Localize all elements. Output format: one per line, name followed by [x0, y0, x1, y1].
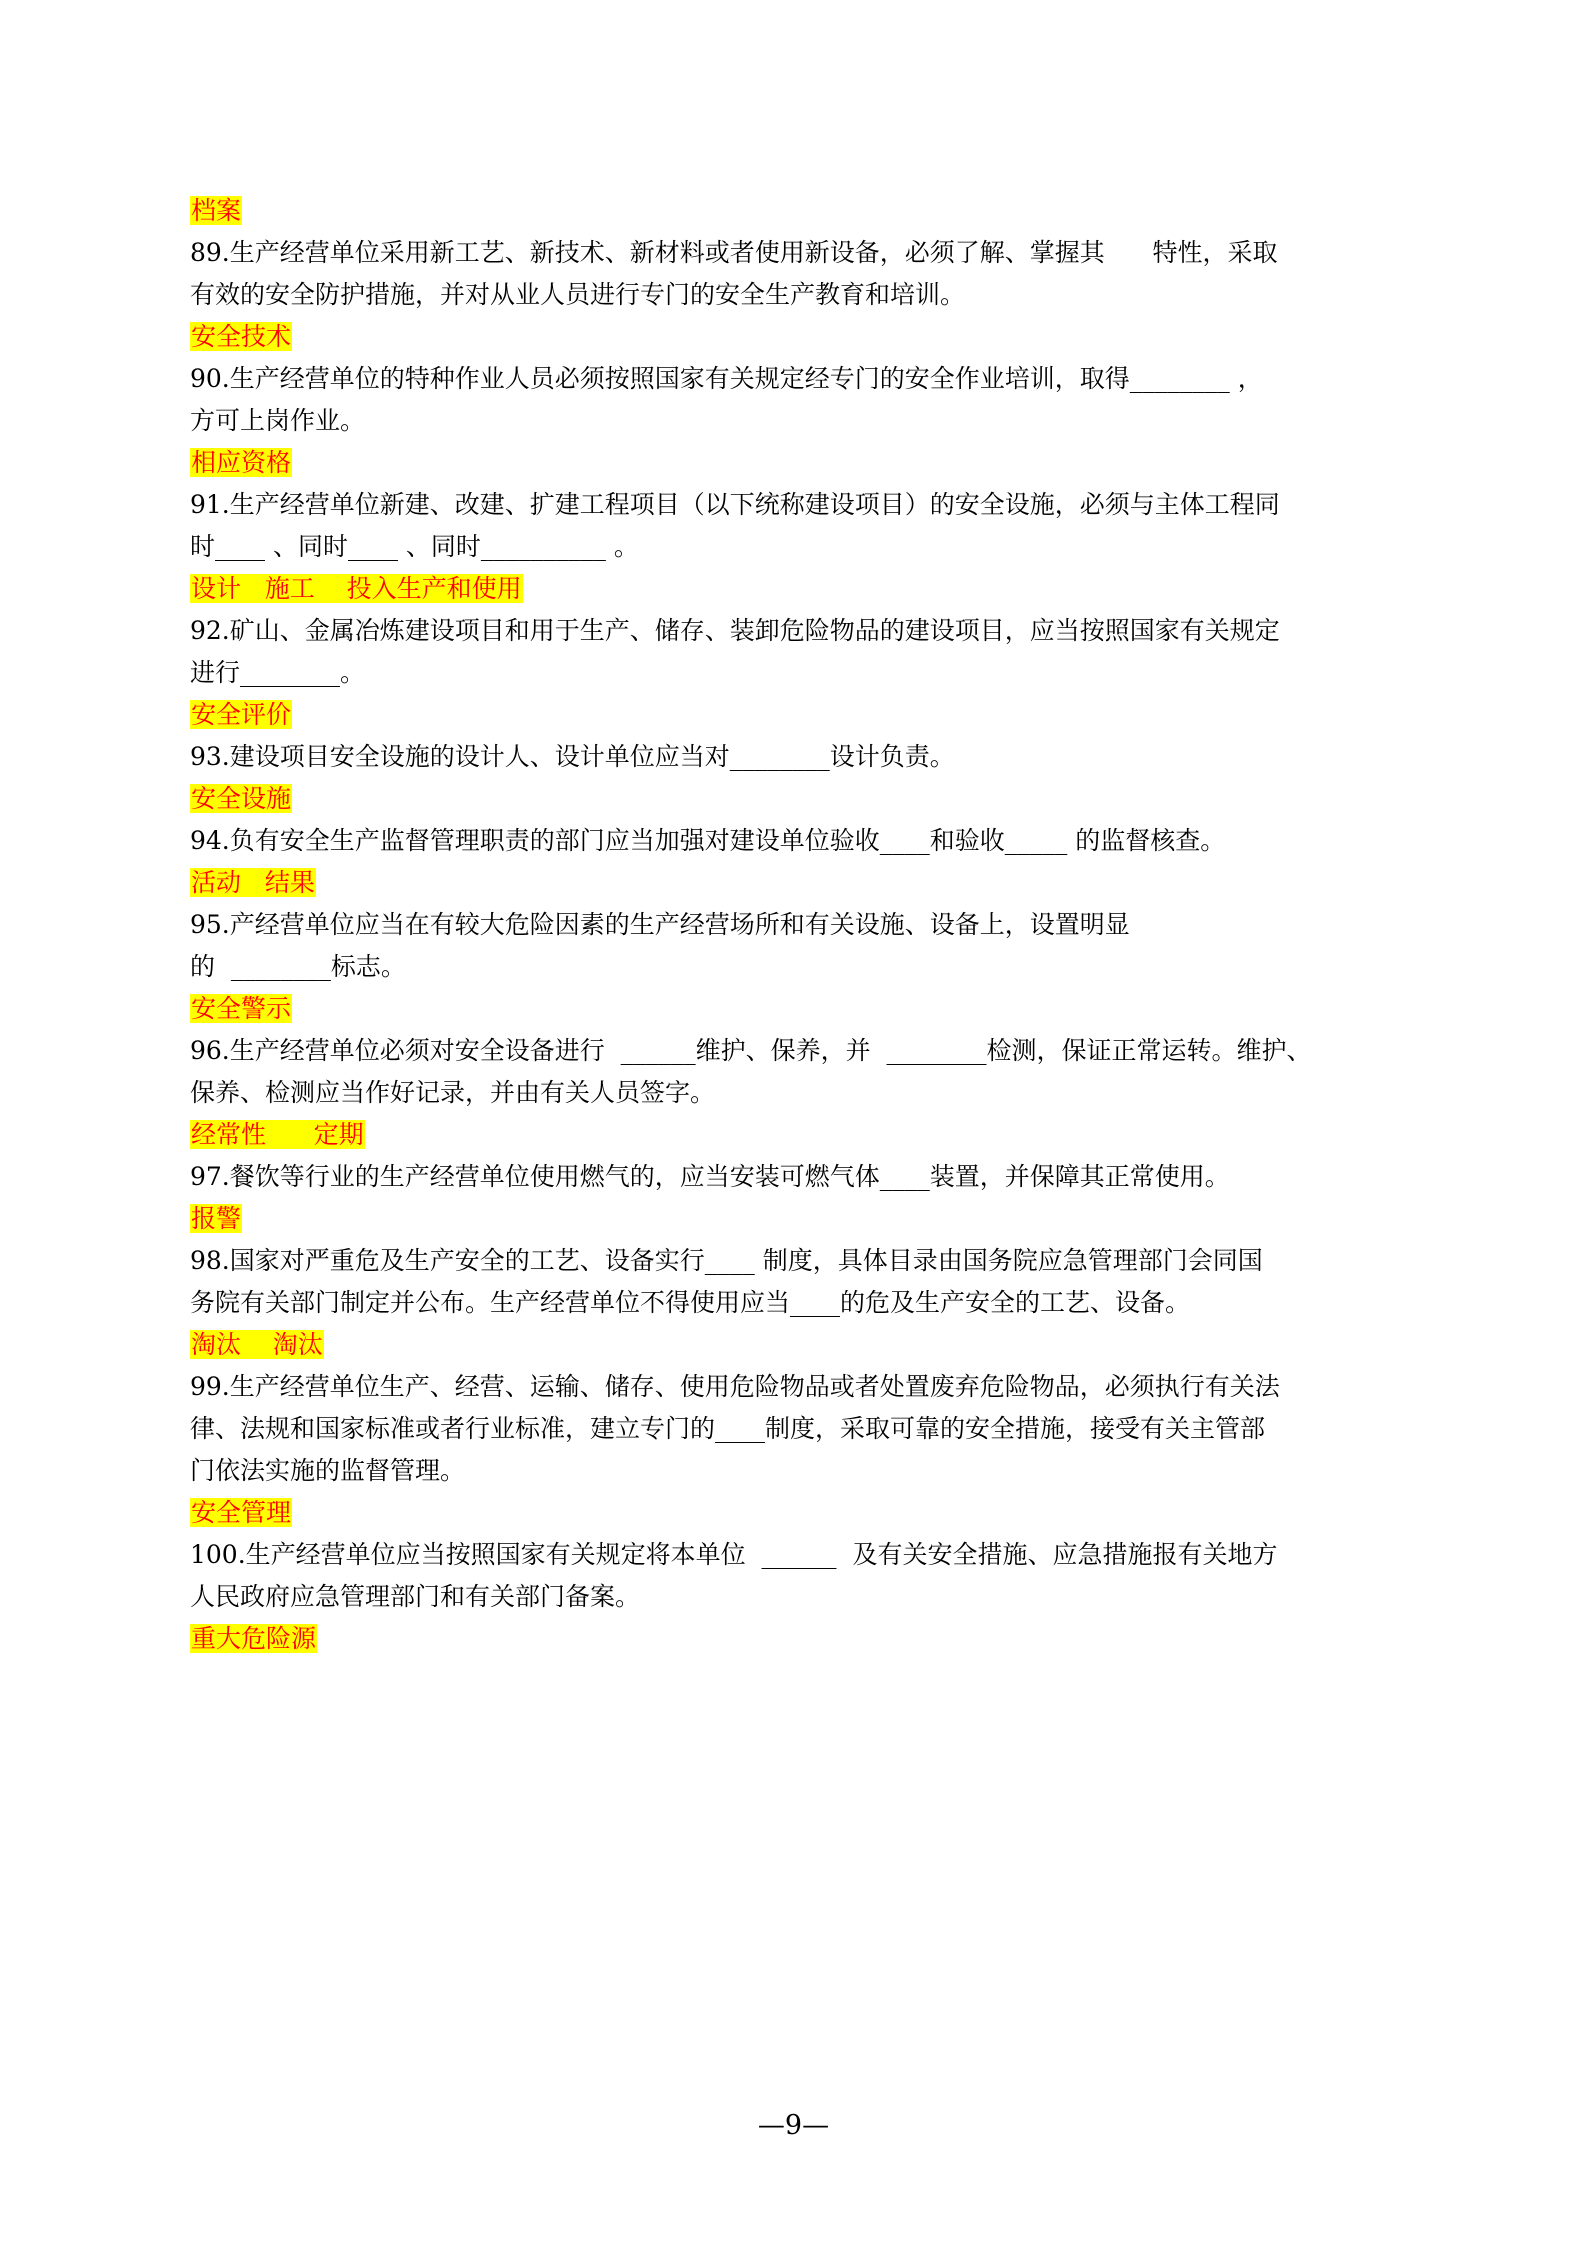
question-92-line-2: 进行________。 [190, 658, 366, 687]
answer-highlight: 活动 结果 [191, 868, 315, 897]
question-96-line-1: 96.生产经营单位必须对安全设备进行 ______维护、保养，并 ________检测，保证正常运转。维护、 [190, 1036, 1312, 1065]
question-92-line-1: 92.矿山、金属冶炼建设项目和用于生产、储存、装卸危险物品的建设项目，应当按照国家有关规定 [190, 616, 1280, 645]
answer-94 [190, 862, 1400, 904]
answer-91 [190, 568, 1400, 610]
answer-highlight: 设计 施工 投入生产和使用 [191, 574, 522, 603]
question-93-line-1: 93.建设项目安全设施的设计人、设计单位应当对________设计负责。 [190, 742, 955, 771]
answer-92 [190, 694, 1400, 736]
answer-97 [190, 1198, 1400, 1240]
question-90-line-2: 方可上岗作业。 [190, 406, 366, 435]
answer-highlight: 安全设施 [191, 784, 292, 813]
answer-98 [190, 1324, 1400, 1366]
question-99-line-1: 99.生产经营单位生产、经营、运输、储存、使用危险物品或者处置废弃危险物品，必须执行有关法 [190, 1372, 1280, 1401]
question-98-line-1: 98.国家对严重危及生产安全的工艺、设备实行____ 制度，具体目录由国务院应急管理部门会同国 [190, 1246, 1263, 1275]
question-99-line-3: 门依法实施的监督管理。 [190, 1456, 466, 1485]
question-97-line-1: 97.餐饮等行业的生产经营单位使用燃气的，应当安装可燃气体____装置，并保障其正常使用。 [190, 1162, 1230, 1191]
answer-highlight: 报警 [191, 1204, 242, 1233]
answer-99 [190, 1492, 1400, 1534]
answer-highlight: 安全评价 [191, 700, 292, 729]
answer-highlight: 档案 [191, 196, 242, 225]
question-94-line-1: 94.负有安全生产监督管理职责的部门应当加强对建设单位验收____和验收_____ 的监督核查。 [190, 826, 1226, 855]
answer-100 [190, 1618, 1400, 1660]
answer-highlight: 淘汰 淘汰 [191, 1330, 323, 1359]
question-99-line-2: 律、法规和国家标准或者行业标准，建立专门的____制度，采取可靠的安全措施，接受有关主管部 [190, 1414, 1266, 1443]
answer-96 [190, 1114, 1400, 1156]
question-95-line-1: 95.产经营单位应当在有较大危险因素的生产经营场所和有关设施、设备上，设置明显 [190, 910, 1130, 939]
question-100-line-2: 人民政府应急管理部门和有关部门备案。 [190, 1582, 641, 1611]
question-91-line-1: 91.生产经营单位新建、改建、扩建工程项目（以下统称建设项目）的安全设施，必须与主体工程同 [190, 490, 1280, 519]
answer-highlight: 相应资格 [191, 448, 292, 477]
answer-highlight: 安全警示 [191, 994, 292, 1023]
question-90-line-1: 90.生产经营单位的特种作业人员必须按照国家有关规定经专门的安全作业培训，取得________ ， [190, 364, 1263, 393]
question-95-line-2: 的 ________标志。 [190, 952, 406, 981]
answer-highlight: 经常性 定期 [191, 1120, 364, 1149]
answer-93 [190, 778, 1400, 820]
question-96-line-2: 保养、检测应当作好记录，并由有关人员签字。 [190, 1078, 716, 1107]
answer-archive [190, 190, 1400, 232]
answer-89 [190, 316, 1400, 358]
document-body [190, 190, 1400, 1660]
question-89-line-2: 有效的安全防护措施，并对从业人员进行专门的安全生产教育和培训。 [190, 280, 966, 309]
answer-highlight: 安全技术 [191, 322, 292, 351]
question-98-line-2: 务院有关部门制定并公布。生产经营单位不得使用应当____的危及生产安全的工艺、设备。 [190, 1288, 1191, 1317]
question-91-line-2: 时____ 、同时____ 、同时__________ 。 [190, 532, 639, 561]
answer-highlight: 安全管理 [191, 1498, 292, 1527]
answer-highlight: 重大危险源 [191, 1624, 317, 1653]
answer-90 [190, 442, 1400, 484]
question-100-line-1: 100.生产经营单位应当按照国家有关规定将本单位 ______ 及有关安全措施、应急措施报有关地方 [190, 1540, 1278, 1569]
question-89-line-1: 89.生产经营单位采用新工艺、新技术、新材料或者使用新设备，必须了解、掌握其 特性，采取 [190, 238, 1278, 267]
page-number: —9— [757, 2110, 830, 2141]
answer-95 [190, 988, 1400, 1030]
